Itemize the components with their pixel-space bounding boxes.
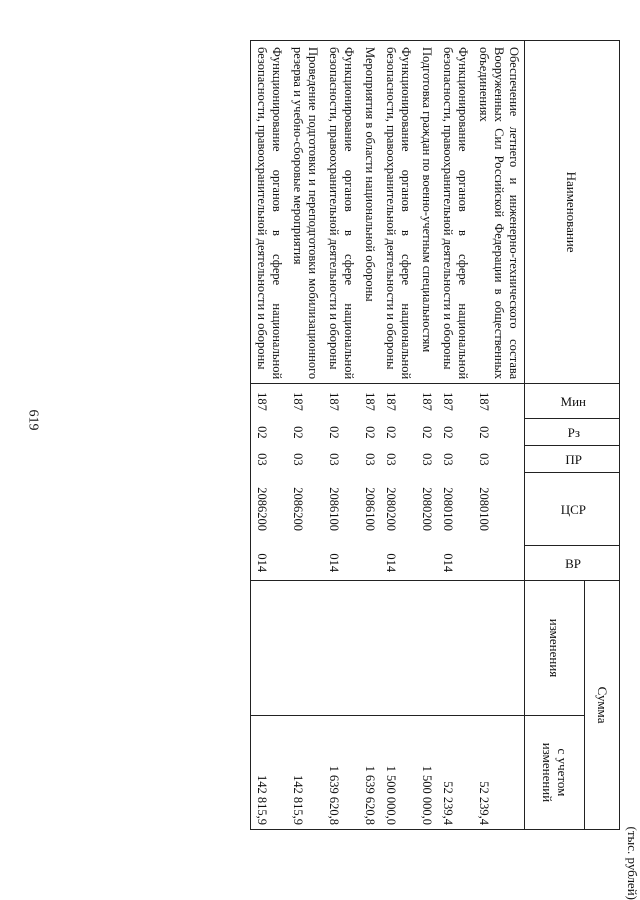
row-pr: 03: [477, 453, 491, 466]
row-rz: 02: [420, 426, 434, 439]
row-rz: 02: [327, 426, 341, 439]
row-min: 187: [359, 384, 380, 419]
row-with-changes: 1 639 620,8: [323, 715, 359, 829]
row-vr: [287, 545, 323, 580]
budget-table: [250, 40, 620, 830]
row-pr: 03: [251, 446, 288, 473]
header-pr: ПР: [525, 446, 620, 473]
row-changes: [287, 581, 323, 716]
row-pr: 03: [420, 453, 434, 466]
row-name: Подготовка граждан по военно-учетным специальностям: [416, 41, 437, 384]
row-rz: 02: [251, 419, 288, 446]
row-name: Проведение подготовки и переподготовки мобилизационного резерва и учебно-сборовые мероприятия: [287, 41, 323, 384]
row-changes: [323, 581, 359, 716]
table-row: [251, 41, 288, 830]
table-row: [380, 41, 416, 830]
row-rz: 02: [477, 426, 491, 439]
table-row: [287, 41, 323, 830]
row-name: Функционирование органов в сфере национальной безопасности, правоохранительной деятельности и обороны: [437, 41, 473, 384]
row-changes: [380, 581, 416, 716]
row-name: Обеспечение летнего и инженерно-технического состава Вооруженных Сил Российской Федерации в общественных объединениях: [473, 41, 525, 384]
header-with-changes: с учетом изменений: [525, 715, 585, 829]
row-name: Функционирование органов в сфере национальной безопасности, правоохранительной деятельности и обороны: [251, 41, 288, 384]
row-csr: 2086200: [251, 473, 288, 546]
row-name: Функционирование органов в сфере национальной безопасности, правоохранительной деятельности и обороны: [380, 41, 416, 384]
row-vr: [359, 545, 380, 580]
row-vr: 014: [323, 545, 359, 580]
table-row: [473, 41, 525, 830]
row-min: 187: [473, 384, 525, 419]
units-note: (тыс. рублей): [625, 826, 640, 900]
row-rz: 02: [441, 426, 455, 439]
row-pr: 03: [291, 453, 305, 466]
row-with-changes: 52 239,4: [437, 715, 473, 829]
row-pr: 03: [384, 453, 398, 466]
row-min: 187: [323, 384, 359, 419]
table-row: [416, 41, 437, 830]
header-csr: ЦСР: [525, 473, 620, 546]
header-vr: ВР: [525, 545, 620, 580]
row-min: 187: [287, 384, 323, 419]
row-min: 187: [437, 384, 473, 419]
row-csr: 2080100: [477, 487, 491, 531]
row-csr: 2086200: [291, 487, 305, 531]
row-vr: 014: [437, 545, 473, 580]
table-row: [323, 41, 359, 830]
header-min: Мин: [525, 384, 620, 419]
table-row: [437, 41, 473, 830]
row-csr: 2080100: [441, 487, 455, 531]
row-with-changes: 1 500 000,0: [380, 715, 416, 829]
row-rz: 02: [291, 426, 305, 439]
row-with-changes: 52 239,4: [473, 715, 525, 829]
row-pr: 03: [441, 453, 455, 466]
row-vr: [416, 545, 437, 580]
page-number: 619: [25, 409, 41, 431]
budget-table-sheet: [50, 40, 640, 900]
row-changes: [437, 581, 473, 716]
row-with-changes: 142 815,9: [251, 715, 288, 829]
row-csr: 2080200: [384, 487, 398, 531]
row-with-changes: 142 815,9: [287, 715, 323, 829]
row-min: 187: [251, 384, 288, 419]
row-changes: [473, 581, 525, 716]
row-name: Мероприятия в области национальной обороны: [359, 41, 380, 384]
row-rz: 02: [384, 426, 398, 439]
row-vr: 014: [380, 545, 416, 580]
header-changes: изменения: [525, 581, 585, 716]
header-name: Наименование: [525, 41, 620, 384]
row-csr: 2086100: [327, 487, 341, 531]
row-vr: [473, 545, 525, 580]
row-changes: [251, 581, 288, 716]
table-row: [359, 41, 380, 830]
row-changes: [359, 581, 380, 716]
row-rz: 02: [363, 426, 377, 439]
row-min: 187: [416, 384, 437, 419]
row-changes: [416, 581, 437, 716]
row-with-changes: 1 639 620,8: [359, 715, 380, 829]
row-pr: 03: [327, 453, 341, 466]
row-vr: 014: [251, 545, 288, 580]
row-csr: 2086100: [363, 487, 377, 531]
row-min: 187: [380, 384, 416, 419]
row-pr: 03: [363, 453, 377, 466]
row-csr: 2080200: [420, 487, 434, 531]
row-name: Функционирование органов в сфере национальной безопасности, правоохранительной деятельности и обороны: [323, 41, 359, 384]
row-with-changes: 1 500 000,0: [416, 715, 437, 829]
header-rz: Рз: [525, 419, 620, 446]
header-sum: Сумма: [585, 581, 620, 830]
